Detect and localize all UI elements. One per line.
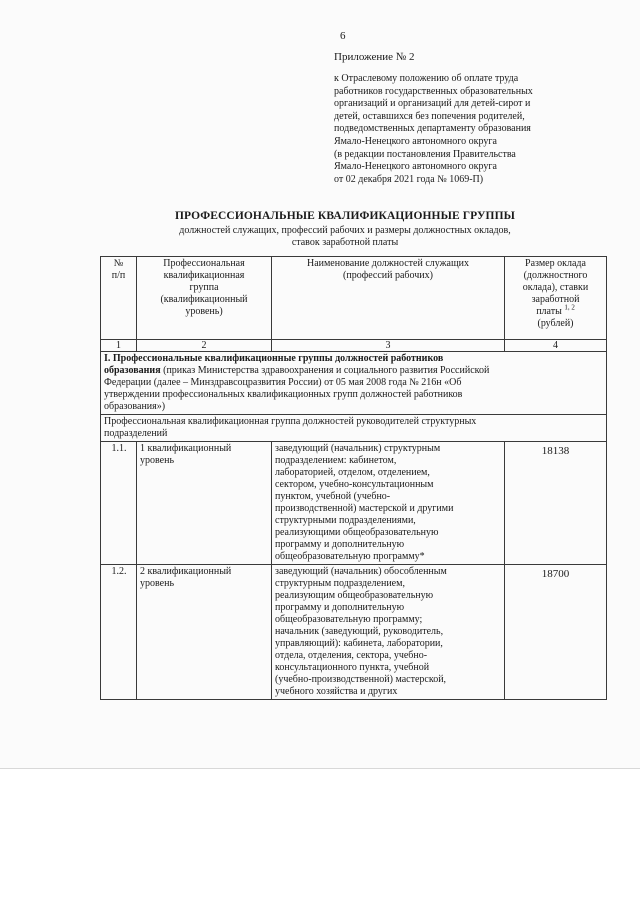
- appendix-note-line: работников государственных образовательных: [334, 85, 533, 97]
- appendix-note-line: к Отраслевому положению об оплате труда: [334, 73, 519, 84]
- row-positions: заведующий (начальник) структурным подразделением: кабинетом, лабораторией, отделом, отделением, сектором, учебно-консультационным пунктом, учебной (учебно- производственной) мастерской и другими структурными подразделениями, реализующими общеобразовательную программу и дополнительную общеобразовательную программу*: [272, 442, 505, 565]
- group-heading: Профессиональная квалификационная группа должностей руководителей структурных подразделений: [101, 415, 607, 442]
- appendix-note-line: (в редакции постановления Правительства: [334, 148, 516, 160]
- appendix-note-line: подведомственных департаменту образования: [334, 123, 531, 135]
- appendix-note-line: от 02 декабря 2021 года № 1069-П): [334, 173, 484, 185]
- table-row: [101, 442, 607, 565]
- document-subtitle-line: ставок заработной платы: [291, 237, 399, 248]
- section-heading: I. Профессиональные квалификационные группы должностей работников образования (приказ Министерства здравоохранения и социального развития Российской Федерации (далее – Минздравсоцразвития России) от 05 мая 2008 года № 216н «Об утверждении профессиональных квалификационных групп должностей работников образования»): [101, 352, 607, 415]
- footnote-marker: 1, 2: [564, 303, 575, 312]
- row-number: 1.2.: [101, 565, 137, 700]
- group-heading-row: [101, 415, 607, 442]
- table-header-row: [101, 257, 607, 340]
- column-number: 3: [272, 340, 505, 352]
- page-number: 6: [340, 30, 346, 42]
- appendix-note-line: Ямало-Ненецкого автономного округа: [334, 135, 497, 147]
- appendix-note: [334, 73, 596, 186]
- row-level: 2 квалификационный уровень: [137, 565, 272, 700]
- row-salary: 18700: [505, 565, 607, 700]
- qualification-table: [100, 256, 607, 700]
- header-salary: Размер оклада (должностного оклада), ставки заработной платы $^{1, 2}$ (рублей): [505, 257, 607, 340]
- document-title: ПРОФЕССИОНАЛЬНЫЕ КВАЛИФИКАЦИОННЫЕ ГРУППЫ: [174, 210, 516, 222]
- section-heading-row: [101, 352, 607, 415]
- appendix-note-line: детей, оставшихся без попечения родителей,: [334, 110, 525, 122]
- row-number: 1.1.: [101, 442, 137, 565]
- document-subtitle-line: должностей служащих, профессий рабочих и размеры должностных окладов,: [179, 225, 511, 236]
- table-row: [101, 565, 607, 700]
- appendix-title: Приложение № 2: [334, 51, 415, 63]
- column-numbers-row: [101, 340, 607, 352]
- row-salary: 18138: [505, 442, 607, 565]
- row-level: 1 квалификационный уровень: [137, 442, 272, 565]
- column-number: 1: [101, 340, 137, 352]
- header-number: № п/п: [101, 257, 137, 340]
- column-number: 4: [505, 340, 607, 352]
- header-position-name: Наименование должностей служащих (профессий рабочих): [272, 257, 505, 340]
- appendix-note-line: Ямало-Ненецкого автономного округа: [334, 161, 497, 173]
- header-salary-word: платы: [536, 306, 562, 317]
- header-qualification-group: Профессиональная квалификационная группа (квалификационный уровень): [137, 257, 272, 340]
- row-positions: заведующий (начальник) обособленным структурным подразделением, реализующим общеобразовательную программу и дополнительную общеобразовательную программу; начальник (заведующий, руководитель, управляющий): кабинета, лаборатории, отдела, отделения, сектора, учебно- консультационного пункта, учебной (учебно-производственной) мастерской, учебного хозяйства и других: [272, 565, 505, 700]
- appendix-note-line: организаций и организаций для детей-сирот и: [334, 98, 531, 110]
- document-subtitle: [0, 225, 640, 249]
- column-number: 2: [137, 340, 272, 352]
